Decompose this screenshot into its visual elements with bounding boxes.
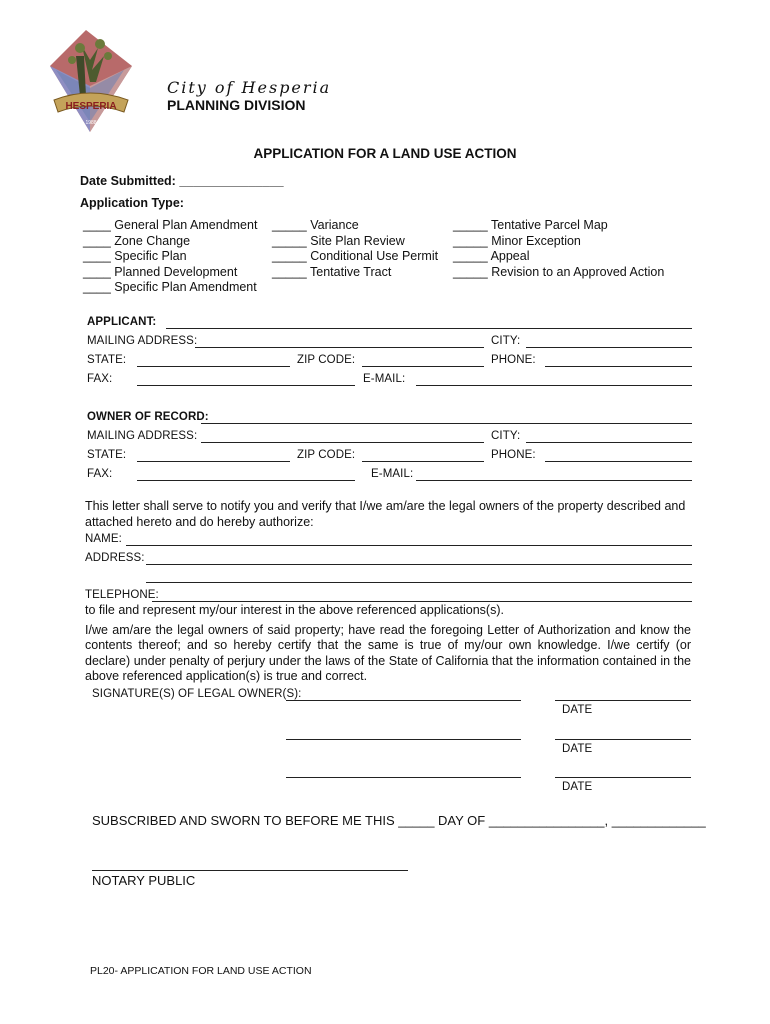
owner-email-line[interactable]	[416, 480, 692, 481]
application-type-label: Application Type:	[80, 196, 184, 210]
city-logo	[46, 26, 136, 136]
signature-line-1[interactable]	[286, 700, 521, 701]
type-option[interactable]: ____ Specific Plan Amendment	[83, 280, 257, 295]
signature-line-3[interactable]	[286, 777, 521, 778]
type-option[interactable]: ____ Specific Plan	[83, 249, 187, 264]
authorized-name-label: NAME:	[85, 533, 122, 545]
type-option[interactable]: ____ General Plan Amendment	[83, 218, 258, 232]
applicant-email-line[interactable]	[416, 385, 692, 386]
authorized-address-line-2[interactable]	[146, 582, 692, 583]
applicant-email-label: E-MAIL:	[363, 373, 406, 385]
applicant-state-line[interactable]	[137, 366, 290, 367]
type-option[interactable]: _____ Conditional Use Permit	[272, 249, 439, 264]
date-submitted-text: Date Submitted:	[80, 174, 176, 188]
date-label-3: DATE	[562, 781, 593, 793]
represent-text: to file and represent my/our interest in the above referenced applications(s).	[85, 603, 504, 617]
authorized-telephone-label: TELEPHONE:	[85, 589, 159, 601]
owner-name-line[interactable]	[201, 423, 692, 424]
applicant-heading: APPLICANT:	[87, 316, 157, 328]
owner-fax-label: FAX:	[87, 468, 113, 480]
owner-state-line[interactable]	[137, 461, 290, 462]
logo-year: 1988	[85, 120, 97, 126]
application-type-col1	[83, 218, 257, 296]
type-option[interactable]: _____ Revision to an Approved Action	[453, 264, 665, 279]
application-type-col3	[453, 218, 664, 280]
date-label-2: DATE	[562, 743, 593, 755]
applicant-fax-line[interactable]	[137, 385, 355, 386]
owner-city-line[interactable]	[526, 442, 692, 443]
application-type-col2	[272, 218, 438, 280]
type-option[interactable]: _____ Appeal	[453, 249, 530, 264]
owner-fax-line[interactable]	[137, 480, 355, 481]
date-line-1[interactable]	[555, 700, 691, 701]
authorized-telephone-line[interactable]	[152, 601, 692, 602]
applicant-name-line[interactable]	[166, 328, 692, 329]
notary-label: NOTARY PUBLIC	[92, 873, 196, 888]
authorization-intro: This letter shall serve to notify you and verify that I/we am/are the legal owners of the property described and attached hereto and do hereby authorize:	[85, 499, 686, 529]
date-label-1: DATE	[562, 704, 593, 716]
owner-mailing-label: MAILING ADDRESS:	[87, 430, 198, 442]
type-option[interactable]: _____ Site Plan Review	[272, 233, 405, 248]
type-option[interactable]: _____ Tentative Tract	[272, 264, 392, 279]
type-option[interactable]: _____ Tentative Parcel Map	[453, 218, 608, 232]
applicant-fax-label: FAX:	[87, 373, 113, 385]
owner-city-label: CITY:	[491, 430, 521, 442]
owner-phone-label: PHONE:	[491, 449, 536, 461]
applicant-zip-line[interactable]	[362, 366, 484, 367]
owner-zip-label: ZIP CODE:	[297, 449, 356, 461]
applicant-phone-label: PHONE:	[491, 354, 536, 366]
owner-mailing-line[interactable]	[201, 442, 484, 443]
applicant-mailing-line[interactable]	[195, 347, 484, 348]
footer-form-id: PL20- APPLICATION FOR LAND USE ACTION	[90, 965, 312, 977]
owner-state-label: STATE:	[87, 449, 127, 461]
applicant-city-line[interactable]	[526, 347, 692, 348]
city-name: City of Hesperia	[167, 78, 332, 97]
authorized-address-line[interactable]	[146, 564, 692, 565]
date-submitted-blank[interactable]: _______________	[179, 174, 284, 188]
logo-text: HESPERIA	[65, 101, 117, 112]
notary-signature-line[interactable]	[92, 870, 408, 871]
authorized-address-label: ADDRESS:	[85, 552, 145, 564]
form-title: APPLICATION FOR A LAND USE ACTION	[253, 146, 517, 161]
type-option[interactable]: ____ Zone Change	[83, 233, 191, 248]
signature-label: SIGNATURE(S) OF LEGAL OWNER(S):	[92, 688, 302, 700]
applicant-mailing-label: MAILING ADDRESS:	[87, 335, 198, 347]
applicant-city-label: CITY:	[491, 335, 521, 347]
division-name: PLANNING DIVISION	[167, 97, 306, 113]
authorized-name-line[interactable]	[126, 545, 692, 546]
date-line-3[interactable]	[555, 777, 691, 778]
sworn-statement: SUBSCRIBED AND SWORN TO BEFORE ME THIS _____ DAY OF ________________, _____________	[92, 813, 706, 828]
date-line-2[interactable]	[555, 739, 691, 740]
applicant-zip-label: ZIP CODE:	[297, 354, 356, 366]
type-option[interactable]: _____ Minor Exception	[453, 233, 581, 248]
date-submitted-label	[80, 174, 284, 188]
type-option[interactable]: ____ Planned Development	[83, 264, 238, 279]
declaration-text: I/we am/are the legal owners of said property; have read the foregoing Letter of Authorization and know the contents thereof; and so hereby certify that the same is true of my/our own knowledge. I/we certify (or declare) under penalty of perjury under the laws of the State of California that the information contained in the above referenced application(s) is true and correct.	[85, 623, 691, 683]
type-option[interactable]: _____ Variance	[272, 218, 359, 232]
owner-zip-line[interactable]	[362, 461, 484, 462]
applicant-state-label: STATE:	[87, 354, 127, 366]
owner-email-label: E-MAIL:	[371, 468, 414, 480]
applicant-phone-line[interactable]	[545, 366, 692, 367]
owner-phone-line[interactable]	[545, 461, 692, 462]
owner-heading: OWNER OF RECORD:	[87, 411, 209, 423]
signature-line-2[interactable]	[286, 739, 521, 740]
